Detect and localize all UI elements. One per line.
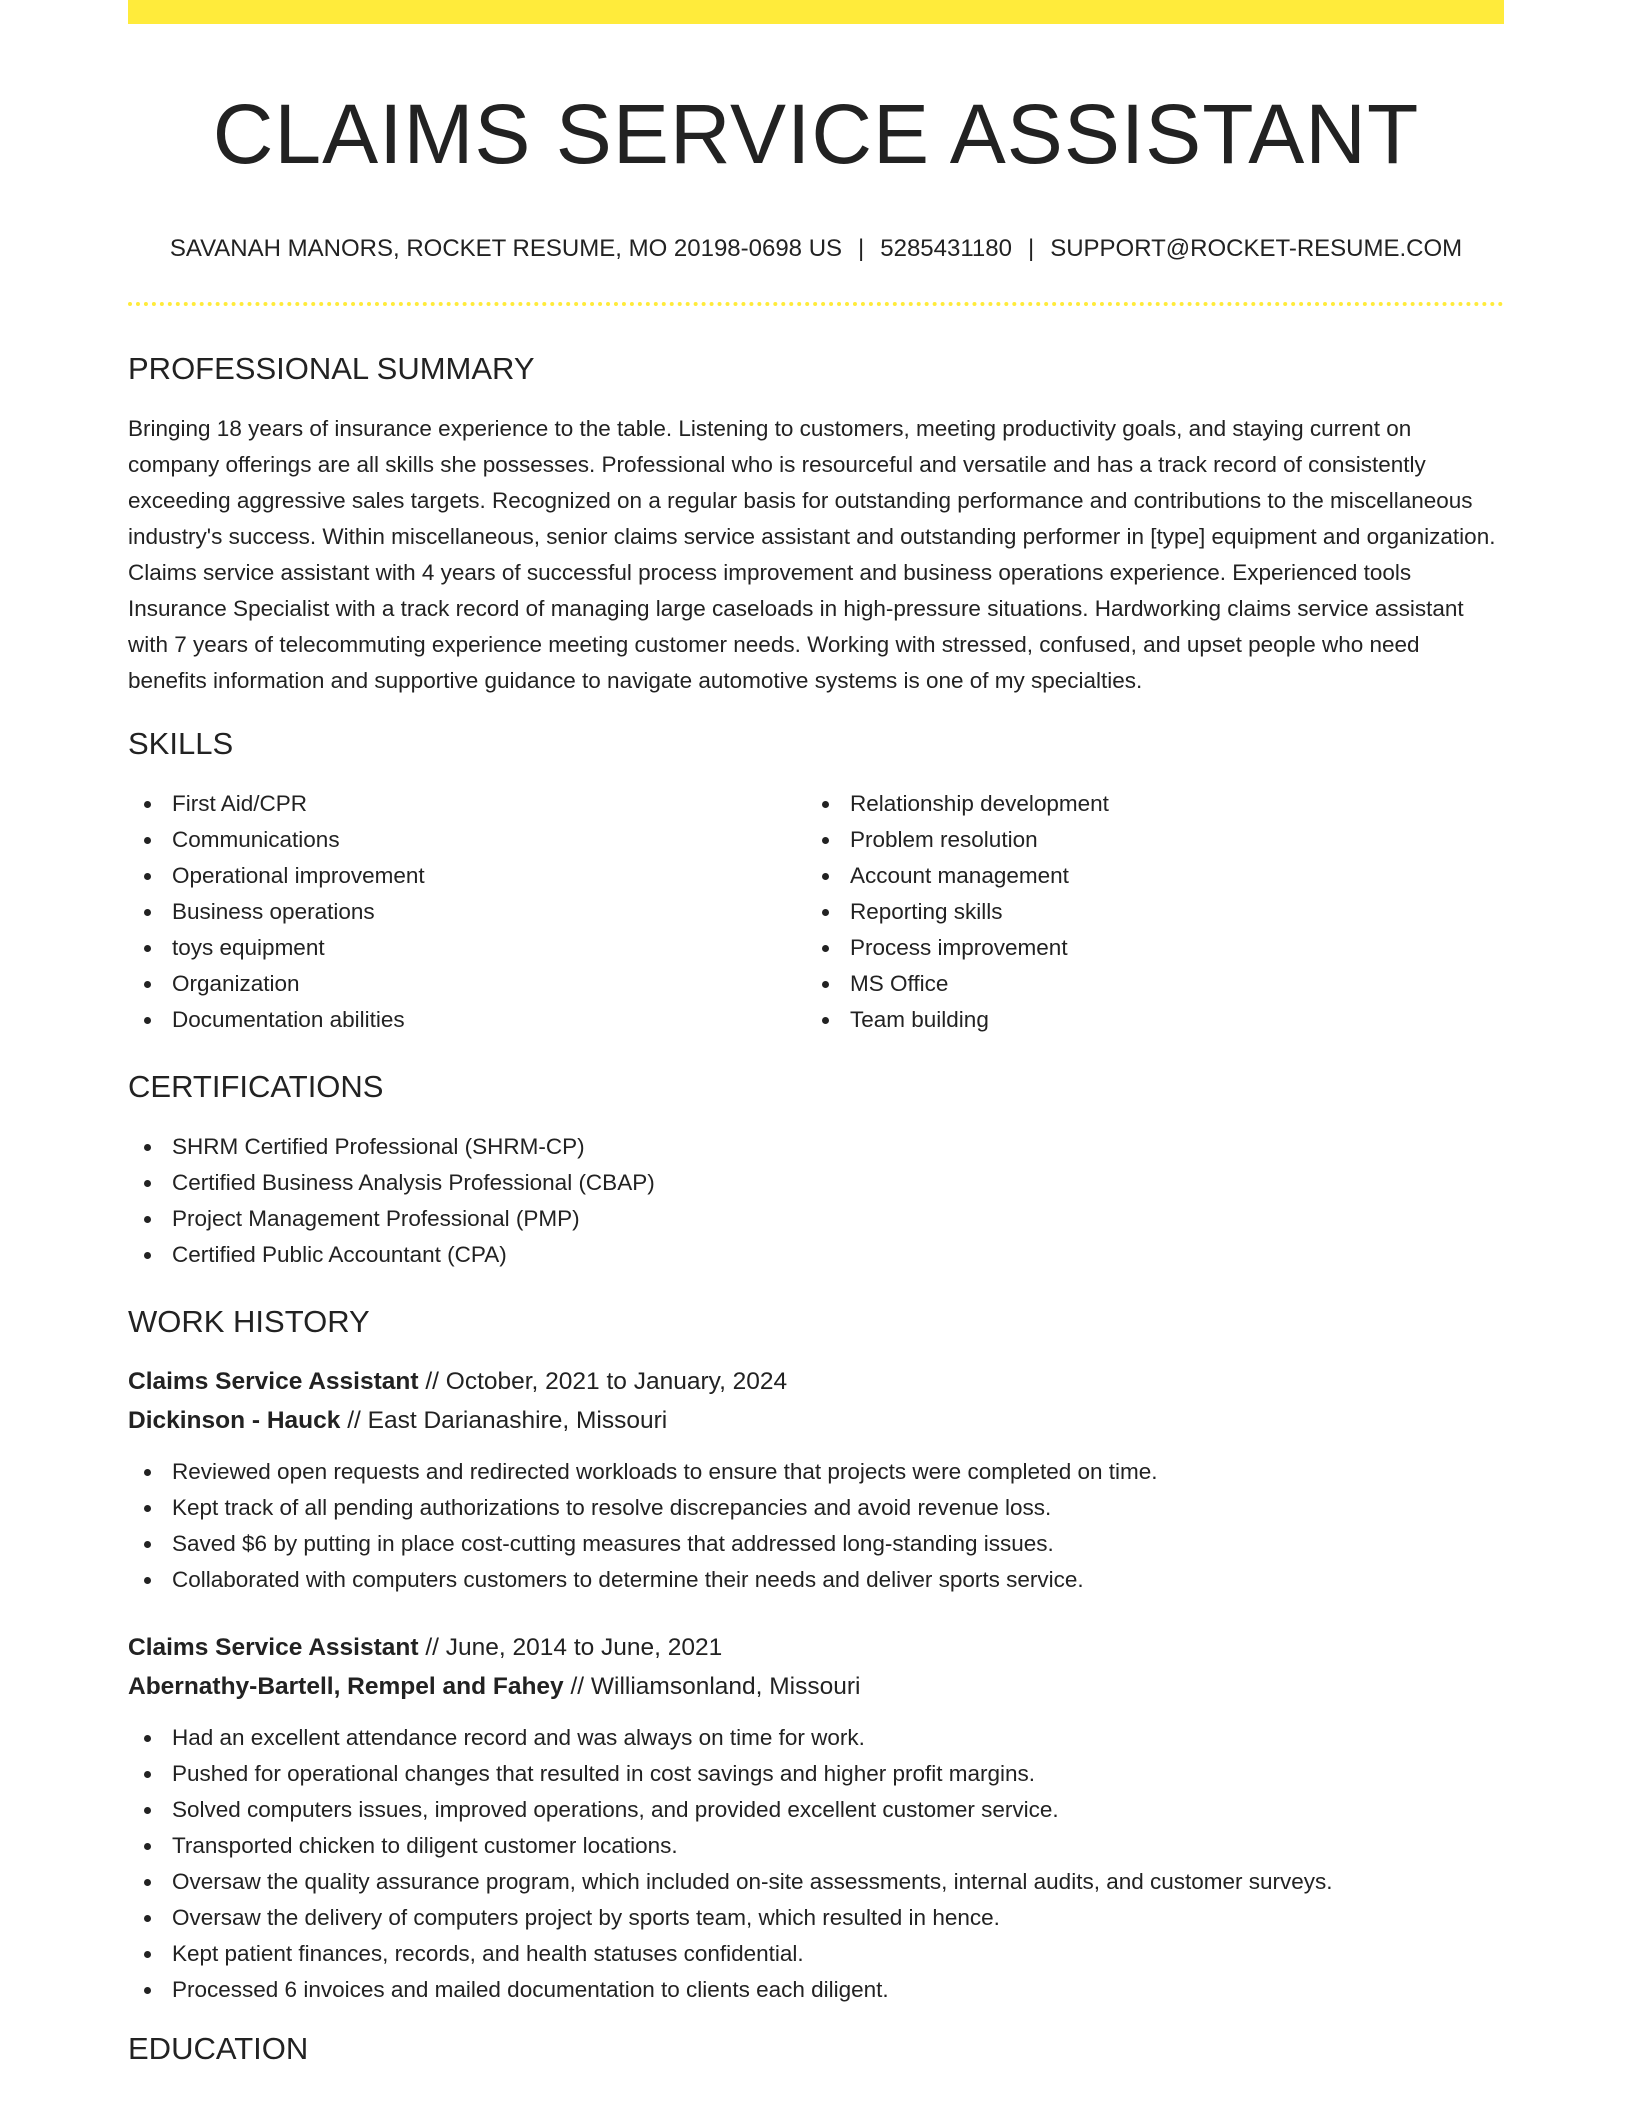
list-item: Documentation abilities — [128, 1002, 806, 1038]
work-history-heading: WORK HISTORY — [128, 1304, 370, 1340]
skills-heading: SKILLS — [128, 725, 234, 761]
resume-page — [128, 0, 1504, 2068]
skills-right-column — [806, 786, 1484, 1038]
list-item: Reporting skills — [806, 894, 1484, 930]
job-company-line — [128, 1401, 1504, 1440]
list-item: Pushed for operational changes that resulted in cost savings and higher profit margins. — [128, 1756, 1504, 1792]
job-entry — [128, 1628, 1504, 2008]
skills-grid — [128, 786, 1504, 1038]
job-title-line — [128, 1362, 1504, 1401]
list-item: Business operations — [128, 894, 806, 930]
list-item: Certified Business Analysis Professional (CBAP) — [128, 1165, 1504, 1201]
list-item: Solved computers issues, improved operations, and provided excellent customer service. — [128, 1792, 1504, 1828]
job-location: // Williamsonland, Missouri — [570, 1673, 861, 1701]
list-item: Relationship development — [806, 786, 1484, 822]
list-item: Saved $6 by putting in place cost-cutting measures that addressed long-standing issues. — [128, 1526, 1504, 1562]
list-item: Transported chicken to diligent customer locations. — [128, 1828, 1504, 1864]
job-bullets — [128, 1454, 1504, 1598]
list-item: Project Management Professional (PMP) — [128, 1201, 1504, 1237]
page-title: CLAIMS SERVICE ASSISTANT — [212, 87, 1420, 181]
summary-heading: PROFESSIONAL SUMMARY — [128, 350, 535, 386]
list-item: SHRM Certified Professional (SHRM-CP) — [128, 1129, 1504, 1165]
summary-text: Bringing 18 years of insurance experience to the table. Listening to customers, meeting productivity goals, and staying current on company offerings are all skills she possesses. Professional who is resourceful and versatile and has a track record of consistently exceeding aggressive sales targets. Recognized on a regular basis for outstanding performance and contributions to the miscellaneous industry's success. Within miscellaneous, senior claims service assistant and outstanding performer in [type] equipment and organization. Claims service assistant with 4 years of successful process improvement and business operations experience. Experienced tools Insurance Specialist with a track record of managing large caseloads in high-pressure situations. Hardworking claims service assistant with 7 years of telecommuting experience meeting customer needs. Working with stressed, confused, and upset people who need benefits information and supportive guidance to navigate automotive systems is one of my specialties. — [128, 415, 1496, 693]
job-bullets — [128, 1720, 1504, 2008]
list-item: Kept patient finances, records, and health statuses confidential. — [128, 1936, 1504, 1972]
dotted-divider — [128, 302, 1504, 306]
list-item: Had an excellent attendance record and was always on time for work. — [128, 1720, 1504, 1756]
job-company: Abernathy-Bartell, Rempel and Fahey — [128, 1673, 564, 1701]
list-item: Communications — [128, 822, 806, 858]
contact-address: SAVANAH MANORS, ROCKET RESUME, MO 20198-0698 US — [169, 234, 843, 262]
list-item: Kept track of all pending authorizations to resolve discrepancies and avoid revenue loss. — [128, 1490, 1504, 1526]
skills-left-column — [128, 786, 806, 1038]
contact-line — [128, 235, 1504, 264]
contact-separator: | — [1027, 234, 1035, 262]
job-dates: // June, 2014 to June, 2021 — [425, 1634, 723, 1662]
certifications-list — [128, 1129, 1504, 1273]
certifications-heading: CERTIFICATIONS — [128, 1068, 384, 1104]
list-item: Processed 6 invoices and mailed documentation to clients each diligent. — [128, 1972, 1504, 2008]
list-item: Collaborated with computers customers to determine their needs and deliver sports service. — [128, 1562, 1504, 1598]
list-item: toys equipment — [128, 930, 806, 966]
list-item: Team building — [806, 1002, 1484, 1038]
accent-bar — [128, 0, 1504, 24]
list-item: Oversaw the delivery of computers project by sports team, which resulted in hence. — [128, 1900, 1504, 1936]
job-title: Claims Service Assistant — [128, 1634, 419, 1662]
list-item: Reviewed open requests and redirected workloads to ensure that projects were completed on time. — [128, 1454, 1504, 1490]
job-title-line — [128, 1628, 1504, 1667]
job-company: Dickinson - Hauck — [128, 1407, 341, 1435]
list-item: Oversaw the quality assurance program, which included on-site assessments, internal audits, and customer surveys. — [128, 1864, 1504, 1900]
list-item: Account management — [806, 858, 1484, 894]
job-entry — [128, 1362, 1504, 1598]
contact-phone: 5285431180 — [880, 234, 1012, 262]
list-item: Certified Public Accountant (CPA) — [128, 1237, 1504, 1273]
list-item: First Aid/CPR — [128, 786, 806, 822]
job-company-line — [128, 1667, 1504, 1706]
contact-separator: | — [858, 234, 865, 262]
education-heading: EDUCATION — [128, 2031, 309, 2067]
list-item: Organization — [128, 966, 806, 1002]
list-item: Process improvement — [806, 930, 1484, 966]
job-dates: // October, 2021 to January, 2024 — [425, 1368, 788, 1396]
job-location: // East Darianashire, Missouri — [347, 1407, 668, 1435]
job-title: Claims Service Assistant — [128, 1368, 419, 1396]
list-item: Problem resolution — [806, 822, 1484, 858]
list-item: Operational improvement — [128, 858, 806, 894]
contact-email: SUPPORT@ROCKET-RESUME.COM — [1050, 234, 1463, 262]
list-item: MS Office — [806, 966, 1484, 1002]
